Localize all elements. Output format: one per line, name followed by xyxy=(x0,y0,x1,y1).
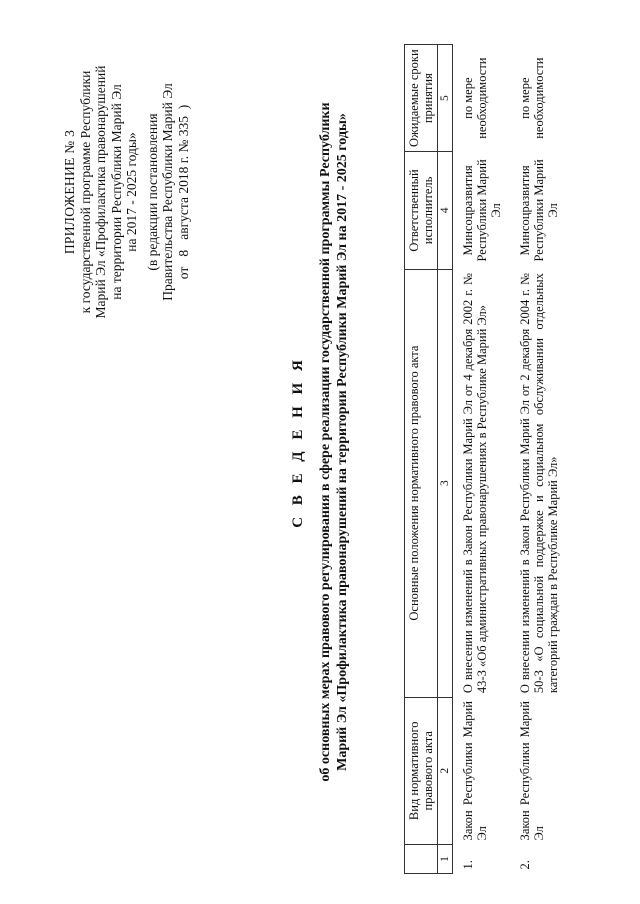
row-terms: по мере необходимости xyxy=(461,57,489,139)
col-number-4: 4 xyxy=(438,152,453,269)
col-number-3: 3 xyxy=(438,269,453,697)
row-provisions: О внесении изменений в Закон Республики Марий Эл от 2 декабря 2004 г. № 50-З «О социальной поддержке и социальном обслуживании отдельных категорий граждан в Республике Марий Эл» xyxy=(518,273,560,694)
document-title xyxy=(290,82,351,802)
header-col-terms: Ожидаемые сроки принятия xyxy=(405,45,438,152)
table-header-row xyxy=(405,45,438,874)
appendix-line-government: Правительства Республики Марий Эл xyxy=(160,83,175,301)
date-day: 8 xyxy=(175,249,191,257)
table-row xyxy=(506,45,563,874)
date-close: ) xyxy=(175,104,191,110)
row-number: 1. xyxy=(461,860,475,870)
date-rest: августа 2018 г. № 335 xyxy=(175,116,191,240)
header-col-executor: Ответственный исполнитель xyxy=(405,152,438,269)
row-act-type: Закон Республики Марий Эл xyxy=(461,701,489,841)
header-col-type: Вид нормативного правового акта xyxy=(405,697,438,844)
document-page xyxy=(2,2,638,902)
row-provisions: О внесении изменений в Закон Республики Марий Эл от 4 декабря 2002 г. № 43-З «Об административных правонарушениях в Республике Марий Эл» xyxy=(461,273,489,694)
title-subtitle-1: об основных мерах правового регулирования в сфере реализации государственной программы Республики xyxy=(318,102,333,782)
col-number-5: 5 xyxy=(438,45,453,152)
row-act-type: Закон Республики Марий Эл xyxy=(518,701,546,841)
appendix-line-years: на 2017 - 2025 годы» xyxy=(124,132,139,252)
col-number-1: 1 xyxy=(438,844,453,873)
appendix-line-program-name: Марий Эл «Профилактика правонарушений xyxy=(93,65,108,319)
table-number-row xyxy=(438,45,453,874)
title-main: С В Е Д Е Н И Я xyxy=(290,356,306,528)
row-number: 2. xyxy=(518,860,532,870)
row-executor: Минсоцразвития Республики Марий Эл xyxy=(518,159,560,262)
appendix-line-program: к государственной программе Республики xyxy=(77,70,93,314)
header-col-provisions: Основные положения нормативного правового акта xyxy=(405,269,438,697)
header-col-num xyxy=(405,844,438,873)
col-number-2: 2 xyxy=(438,697,453,844)
appendix-line-edition: (в редакции постановления xyxy=(144,113,160,271)
appendix-number: ПРИЛОЖЕНИЕ № 3 xyxy=(62,129,77,255)
appendix-line-date xyxy=(176,52,192,332)
row-terms: по мере необходимости xyxy=(518,57,546,139)
title-subtitle-2: Марий Эл «Профилактика правонарушений на территории Республики Марий Эл на 2017 - 2025 годы» xyxy=(335,113,350,771)
date-from: от xyxy=(175,266,191,280)
table-row xyxy=(453,45,507,874)
legal-acts-table xyxy=(404,44,563,874)
appendix-line-territory: на территории Республики Марий Эл xyxy=(108,84,124,300)
row-executor: Минсоцразвития Республики Марий Эл xyxy=(461,159,503,262)
appendix-header xyxy=(62,52,191,332)
